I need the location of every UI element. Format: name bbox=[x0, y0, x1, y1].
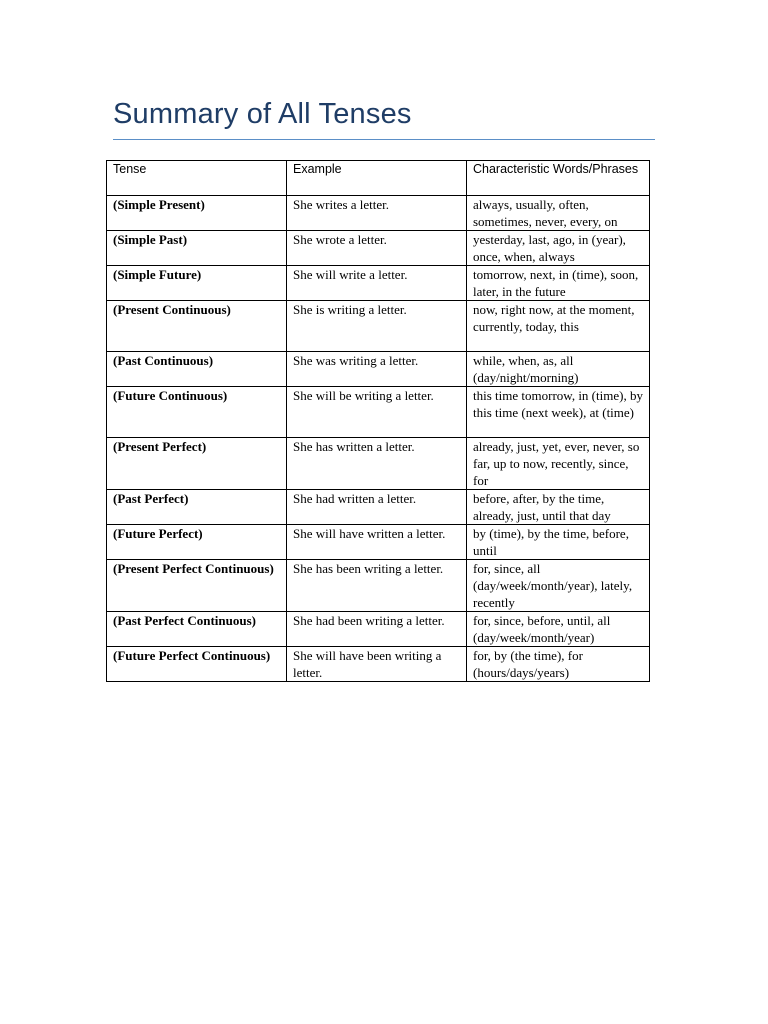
page-title: Summary of All Tenses bbox=[113, 98, 412, 130]
table-row bbox=[107, 647, 650, 682]
words-cell: always, usually, often, sometimes, never, every, on bbox=[467, 196, 650, 231]
table-row bbox=[107, 352, 650, 387]
tense-cell: (Present Perfect Continuous) bbox=[107, 560, 287, 612]
tense-cell: (Future Perfect Continuous) bbox=[107, 647, 287, 682]
header-tense: Tense bbox=[107, 161, 287, 196]
example-cell: She wrote a letter. bbox=[287, 231, 467, 266]
words-cell: before, after, by the time, already, just, until that day bbox=[467, 490, 650, 525]
words-cell: already, just, yet, ever, never, so far, up to now, recently, since, for bbox=[467, 438, 650, 490]
table-row bbox=[107, 438, 650, 490]
example-cell: She will be writing a letter. bbox=[287, 387, 467, 438]
example-cell: She will have written a letter. bbox=[287, 525, 467, 560]
example-cell: She will have been writing a letter. bbox=[287, 647, 467, 682]
words-cell: now, right now, at the moment, currently, today, this bbox=[467, 301, 650, 352]
words-cell: for, by (the time), for (hours/days/years) bbox=[467, 647, 650, 682]
table-row bbox=[107, 196, 650, 231]
table-row bbox=[107, 525, 650, 560]
words-cell: yesterday, last, ago, in (year), once, when, always bbox=[467, 231, 650, 266]
example-cell: She writes a letter. bbox=[287, 196, 467, 231]
tense-cell: (Past Continuous) bbox=[107, 352, 287, 387]
words-cell: while, when, as, all (day/night/morning) bbox=[467, 352, 650, 387]
tenses-table bbox=[106, 160, 650, 682]
tense-cell: (Simple Future) bbox=[107, 266, 287, 301]
example-cell: She has been writing a letter. bbox=[287, 560, 467, 612]
example-cell: She is writing a letter. bbox=[287, 301, 467, 352]
table-row bbox=[107, 231, 650, 266]
tense-cell: (Simple Past) bbox=[107, 231, 287, 266]
example-cell: She will write a letter. bbox=[287, 266, 467, 301]
tense-cell: (Past Perfect) bbox=[107, 490, 287, 525]
table-row bbox=[107, 612, 650, 647]
tense-cell: (Future Perfect) bbox=[107, 525, 287, 560]
words-cell: for, since, all (day/week/month/year), lately, recently bbox=[467, 560, 650, 612]
example-cell: She had written a letter. bbox=[287, 490, 467, 525]
tense-cell: (Past Perfect Continuous) bbox=[107, 612, 287, 647]
table-row bbox=[107, 560, 650, 612]
words-cell: for, since, before, until, all (day/week/month/year) bbox=[467, 612, 650, 647]
words-cell: tomorrow, next, in (time), soon, later, in the future bbox=[467, 266, 650, 301]
table-row bbox=[107, 490, 650, 525]
tense-cell: (Simple Present) bbox=[107, 196, 287, 231]
tense-cell: (Future Continuous) bbox=[107, 387, 287, 438]
header-example: Example bbox=[287, 161, 467, 196]
tense-cell: (Present Continuous) bbox=[107, 301, 287, 352]
words-cell: this time tomorrow, in (time), by this time (next week), at (time) bbox=[467, 387, 650, 438]
table-row bbox=[107, 266, 650, 301]
words-cell: by (time), by the time, before, until bbox=[467, 525, 650, 560]
table-row bbox=[107, 301, 650, 352]
header-characteristic-words: Characteristic Words/Phrases bbox=[467, 161, 650, 196]
example-cell: She was writing a letter. bbox=[287, 352, 467, 387]
example-cell: She had been writing a letter. bbox=[287, 612, 467, 647]
title-underline bbox=[113, 139, 655, 140]
tense-cell: (Present Perfect) bbox=[107, 438, 287, 490]
example-cell: She has written a letter. bbox=[287, 438, 467, 490]
table-row bbox=[107, 387, 650, 438]
table-header-row bbox=[107, 161, 650, 196]
